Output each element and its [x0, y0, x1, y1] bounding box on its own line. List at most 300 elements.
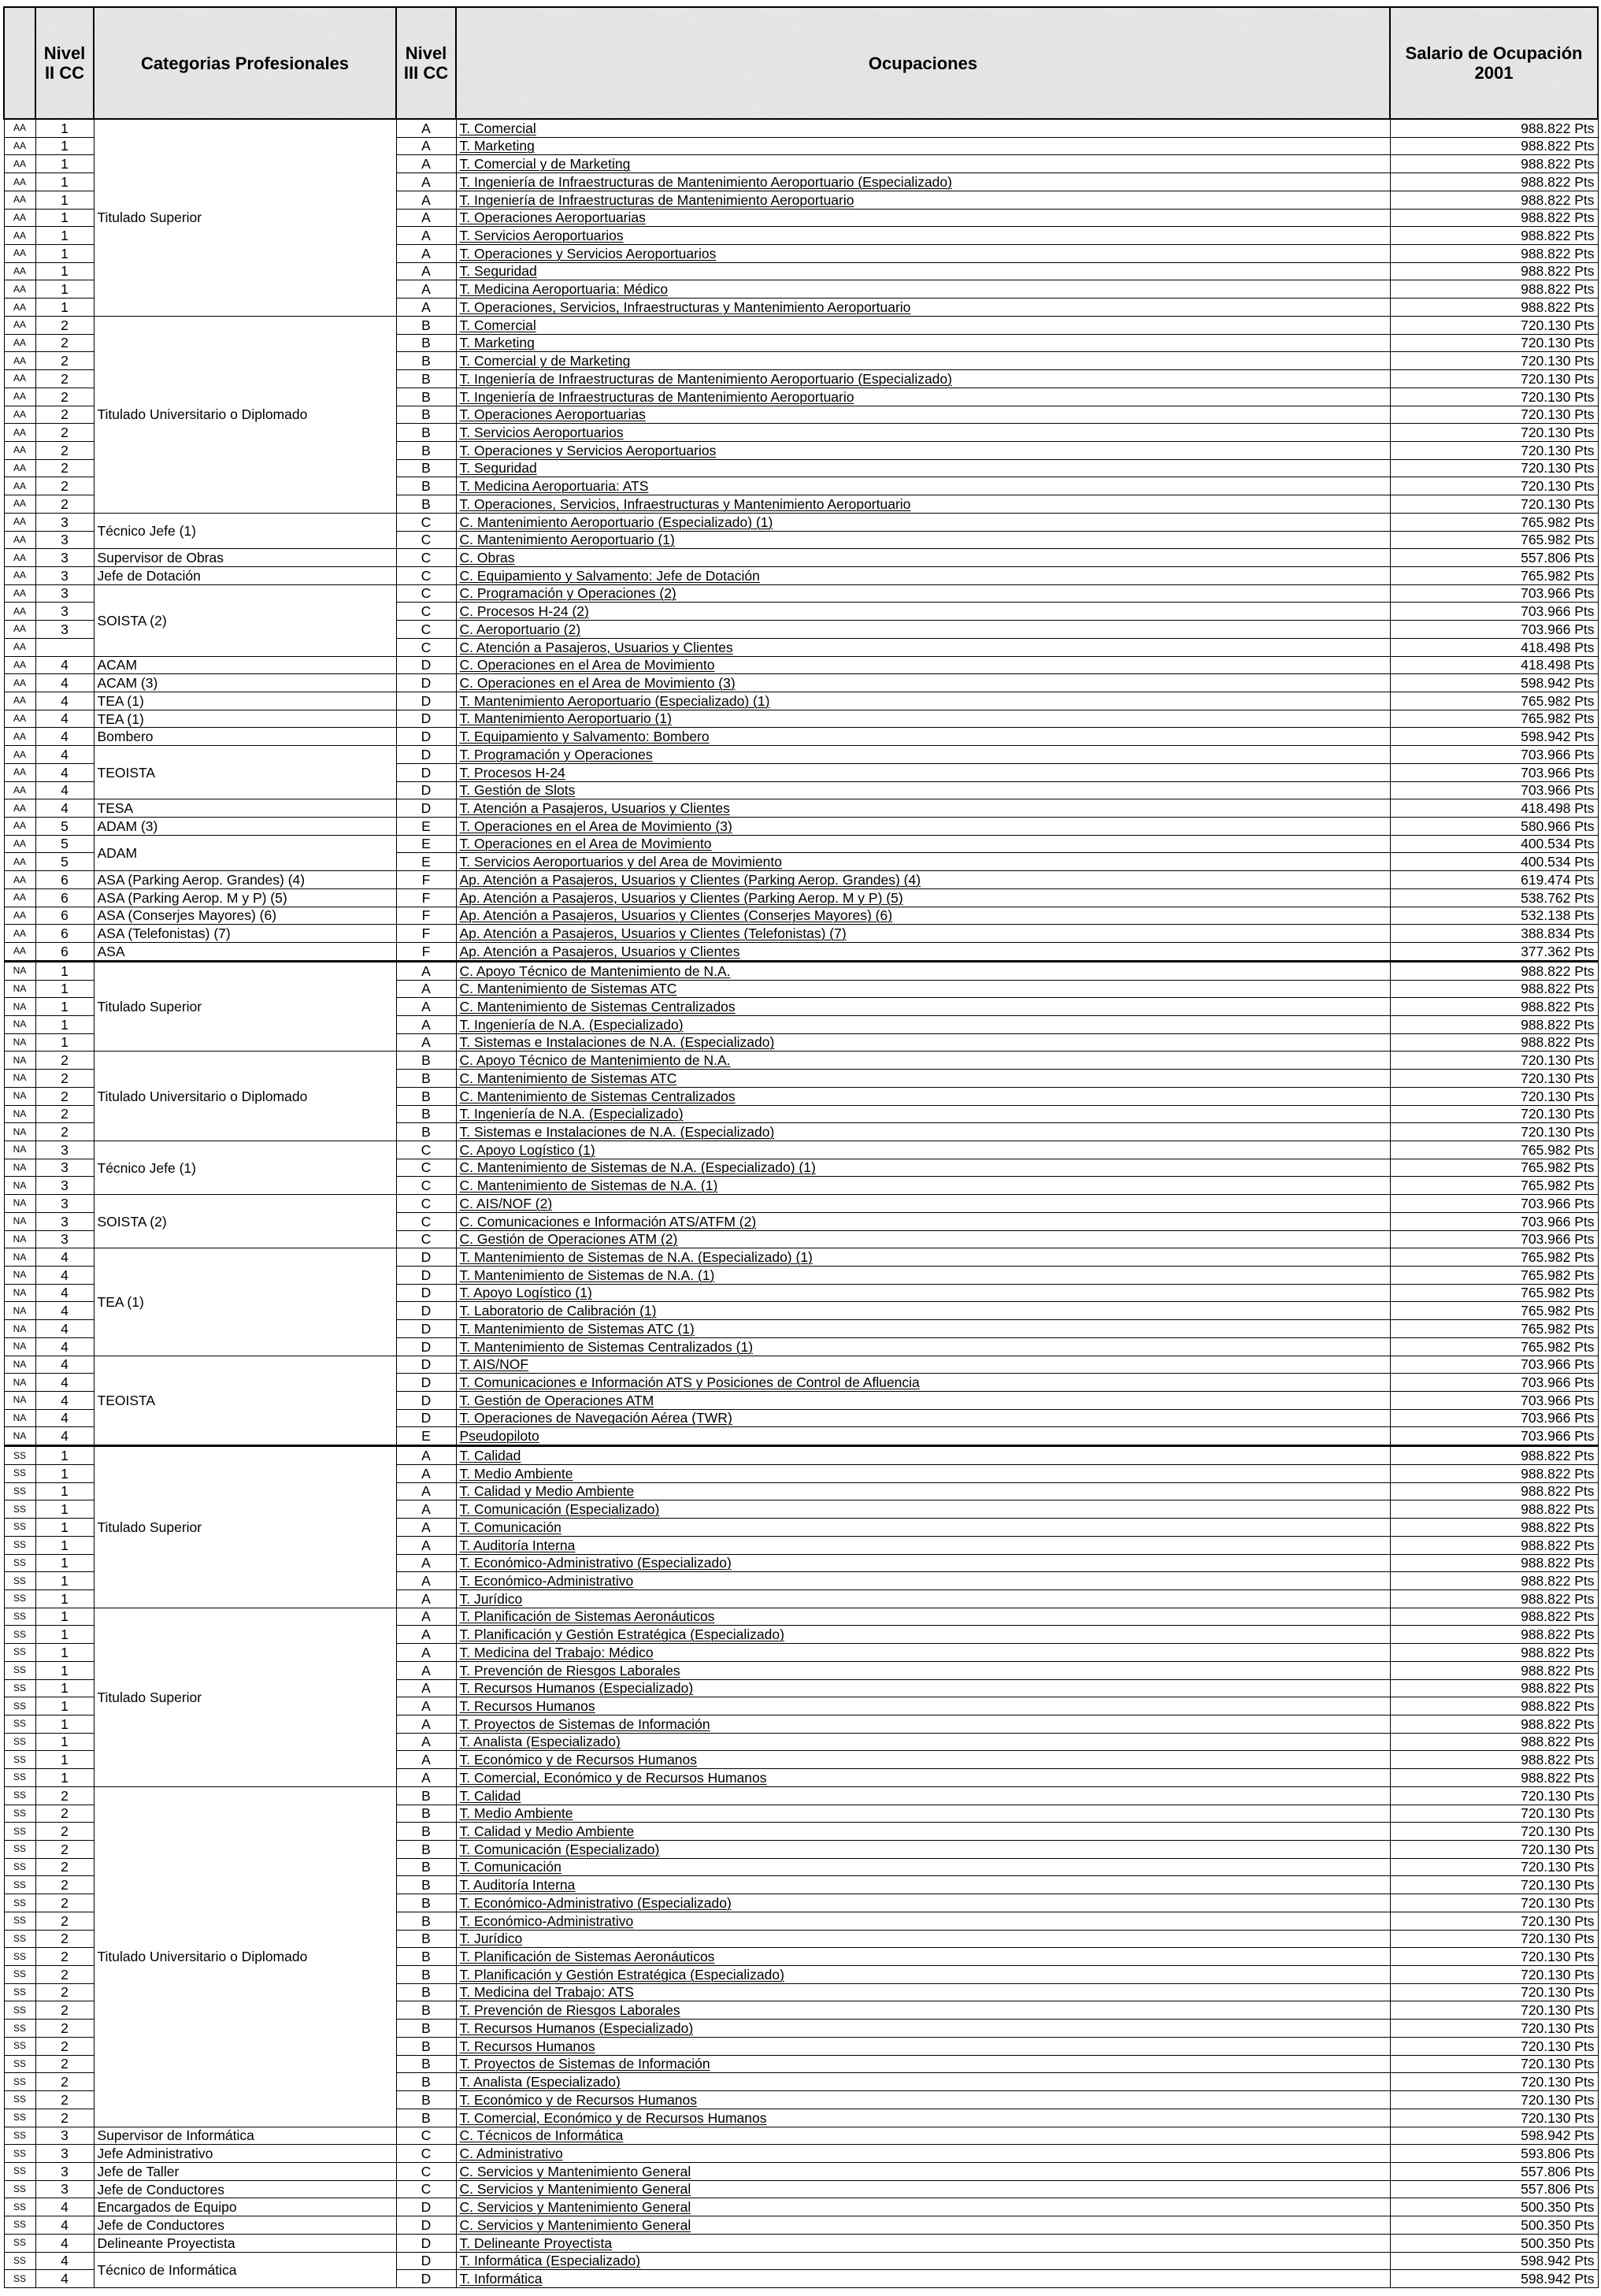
nivel-iii-cell: A: [396, 1033, 456, 1052]
salary-cell: 988.822 Pts: [1390, 1644, 1598, 1662]
nivel-iii-cell: D: [396, 2216, 456, 2235]
category-cell: ASA (Conserjes Mayores) (6): [94, 907, 396, 925]
table-row: [4, 746, 1598, 764]
nivel-iii-cell: C: [396, 621, 456, 639]
nivel-ii-cell: 4: [35, 2270, 94, 2288]
salary-cell: 988.822 Pts: [1390, 1751, 1598, 1769]
nivel-ii-cell: 1: [35, 1554, 94, 1572]
area-cell: AA: [4, 280, 35, 299]
nivel-iii-cell: D: [396, 2270, 456, 2288]
nivel-iii-cell: C: [396, 531, 456, 549]
nivel-iii-cell: A: [396, 1015, 456, 1033]
nivel-ii-cell: 6: [35, 925, 94, 943]
salary-cell: 988.822 Pts: [1390, 961, 1598, 980]
header-nivel-ii: Nivel II CC: [35, 7, 94, 119]
area-cell: AA: [4, 674, 35, 692]
nivel-ii-cell: 2: [35, 1983, 94, 2001]
occupation-cell: T. Proyectos de Sistemas de Información: [456, 2055, 1390, 2073]
area-cell: SS: [4, 2127, 35, 2145]
occupation-cell: T. Medio Ambiente: [456, 1805, 1390, 1823]
salary-cell: 988.822 Pts: [1390, 1554, 1598, 1572]
nivel-ii-cell: 1: [35, 262, 94, 280]
area-cell: SS: [4, 1626, 35, 1644]
area-cell: SS: [4, 1464, 35, 1482]
occupation-cell: T. Medicina Aeroportuaria: Médico: [456, 280, 1390, 299]
salary-cell: 598.942 Pts: [1390, 2270, 1598, 2288]
nivel-iii-cell: B: [396, 2037, 456, 2055]
table-row: [4, 835, 1598, 853]
table-row: [4, 513, 1598, 531]
table-row: [4, 2234, 1598, 2252]
nivel-ii-cell: 4: [35, 1409, 94, 1427]
category-cell: TESA: [94, 799, 396, 818]
category-cell: TEA (1): [94, 1248, 396, 1356]
nivel-ii-cell: 2: [35, 1894, 94, 1912]
nivel-iii-cell: D: [396, 746, 456, 764]
category-cell: ACAM (3): [94, 674, 396, 692]
nivel-iii-cell: A: [396, 173, 456, 191]
salary-cell: 720.130 Pts: [1390, 2109, 1598, 2127]
occupation-cell: C. Aeroportuario (2): [456, 621, 1390, 639]
area-cell: NA: [4, 1284, 35, 1302]
table-row: [4, 692, 1598, 710]
area-cell: AA: [4, 119, 35, 137]
area-cell: NA: [4, 1070, 35, 1088]
salary-cell: 720.130 Pts: [1390, 459, 1598, 477]
nivel-iii-cell: A: [396, 245, 456, 263]
salary-cell: 418.498 Pts: [1390, 638, 1598, 656]
salary-cell: 720.130 Pts: [1390, 1123, 1598, 1141]
table-row: [4, 799, 1598, 818]
table-row: [4, 728, 1598, 746]
table-body: [4, 119, 1598, 2287]
nivel-ii-cell: 1: [35, 245, 94, 263]
area-cell: AA: [4, 818, 35, 836]
header-nivel-iii: Nivel III CC: [396, 7, 456, 119]
salary-cell: 703.966 Pts: [1390, 1195, 1598, 1213]
area-cell: AA: [4, 781, 35, 799]
salary-cell: 500.350 Pts: [1390, 2234, 1598, 2252]
nivel-ii-cell: 3: [35, 2162, 94, 2180]
occupation-cell: T. Laboratorio de Calibración (1): [456, 1302, 1390, 1320]
salary-cell: 720.130 Pts: [1390, 1805, 1598, 1823]
salary-cell: 765.982 Pts: [1390, 531, 1598, 549]
salary-cell: 988.822 Pts: [1390, 1715, 1598, 1733]
nivel-iii-cell: C: [396, 1177, 456, 1195]
occupation-cell: C. Equipamiento y Salvamento: Jefe de Dotación: [456, 566, 1390, 584]
salary-cell: 988.822 Pts: [1390, 280, 1598, 299]
occupation-cell: C. Mantenimiento de Sistemas ATC: [456, 980, 1390, 998]
salary-cell: 500.350 Pts: [1390, 2216, 1598, 2235]
salary-cell: 988.822 Pts: [1390, 209, 1598, 227]
nivel-ii-cell: 2: [35, 388, 94, 406]
salary-cell: 703.966 Pts: [1390, 1212, 1598, 1230]
area-cell: NA: [4, 1033, 35, 1052]
occupation-cell: T. Operaciones y Servicios Aeroportuarios: [456, 245, 1390, 263]
area-cell: AA: [4, 835, 35, 853]
nivel-ii-cell: 1: [35, 1608, 94, 1626]
salary-cell: 988.822 Pts: [1390, 119, 1598, 137]
salary-cell: 988.822 Pts: [1390, 1519, 1598, 1537]
nivel-iii-cell: D: [396, 1248, 456, 1267]
salary-cell: 720.130 Pts: [1390, 1841, 1598, 1859]
area-cell: AA: [4, 137, 35, 155]
area-cell: AA: [4, 334, 35, 352]
occupation-cell: T. Comunicación (Especializado): [456, 1841, 1390, 1859]
nivel-ii-cell: 1: [35, 1446, 94, 1465]
header-ocupaciones: Ocupaciones: [456, 7, 1390, 119]
area-cell: AA: [4, 477, 35, 495]
area-cell: SS: [4, 1482, 35, 1500]
nivel-iii-cell: D: [396, 1320, 456, 1338]
nivel-ii-cell: 1: [35, 1015, 94, 1033]
nivel-ii-cell: 2: [35, 1070, 94, 1088]
nivel-ii-cell: 3: [35, 566, 94, 584]
area-cell: AA: [4, 871, 35, 889]
category-cell: ASA: [94, 943, 396, 962]
area-cell: AA: [4, 853, 35, 871]
area-cell: AA: [4, 227, 35, 245]
salary-cell: 720.130 Pts: [1390, 1070, 1598, 1088]
nivel-iii-cell: D: [396, 1374, 456, 1392]
area-cell: AA: [4, 710, 35, 728]
area-cell: AA: [4, 316, 35, 334]
nivel-iii-cell: E: [396, 835, 456, 853]
category-cell: ADAM (3): [94, 818, 396, 836]
salary-cell: 720.130 Pts: [1390, 388, 1598, 406]
salary-cell: 720.130 Pts: [1390, 2001, 1598, 2020]
category-cell: Titulado Superior: [94, 1608, 396, 1786]
table-row: [4, 1786, 1598, 1805]
salary-cell: 765.982 Pts: [1390, 1248, 1598, 1267]
occupation-cell: T. Ingeniería de Infraestructuras de Mantenimiento Aeroportuario: [456, 191, 1390, 209]
salary-cell: 720.130 Pts: [1390, 370, 1598, 388]
nivel-ii-cell: 1: [35, 980, 94, 998]
category-cell: Jefe de Taller: [94, 2162, 396, 2180]
nivel-ii-cell: 1: [35, 280, 94, 299]
nivel-ii-cell: 2: [35, 370, 94, 388]
nivel-iii-cell: B: [396, 1070, 456, 1088]
occupation-cell: C. Comunicaciones e Información ATS/ATFM (2): [456, 1212, 1390, 1230]
nivel-ii-cell: 4: [35, 781, 94, 799]
category-cell: Jefe de Dotación: [94, 566, 396, 584]
salary-cell: 580.966 Pts: [1390, 818, 1598, 836]
nivel-iii-cell: A: [396, 137, 456, 155]
table-row: [4, 1052, 1598, 1070]
category-cell: Encargados de Equipo: [94, 2198, 396, 2216]
occupation-cell: T. Gestión de Operaciones ATM: [456, 1392, 1390, 1410]
nivel-iii-cell: D: [396, 763, 456, 781]
salary-cell: 720.130 Pts: [1390, 1105, 1598, 1123]
nivel-iii-cell: D: [396, 1409, 456, 1427]
nivel-iii-cell: B: [396, 1983, 456, 2001]
salary-cell: 720.130 Pts: [1390, 2055, 1598, 2073]
salary-cell: 765.982 Pts: [1390, 1284, 1598, 1302]
nivel-ii-cell: 1: [35, 1733, 94, 1751]
occupation-cell: T. Comercial: [456, 316, 1390, 334]
occupation-cell: T. Auditoría Interna: [456, 1876, 1390, 1894]
salary-cell: 988.822 Pts: [1390, 1679, 1598, 1697]
nivel-iii-cell: D: [396, 2234, 456, 2252]
nivel-ii-cell: 6: [35, 907, 94, 925]
nivel-iii-cell: C: [396, 603, 456, 621]
occupation-cell: C. Apoyo Técnico de Mantenimiento de N.A.: [456, 1052, 1390, 1070]
nivel-iii-cell: B: [396, 441, 456, 459]
table-row: [4, 1195, 1598, 1213]
occupation-cell: C. Técnicos de Informática: [456, 2127, 1390, 2145]
occupation-cell: T. Calidad y Medio Ambiente: [456, 1482, 1390, 1500]
area-cell: NA: [4, 980, 35, 998]
nivel-ii-cell: 4: [35, 1284, 94, 1302]
occupation-cell: C. Programación y Operaciones (2): [456, 584, 1390, 603]
nivel-iii-cell: E: [396, 1427, 456, 1446]
salary-cell: 988.822 Pts: [1390, 191, 1598, 209]
occupation-cell: T. Económico-Administrativo: [456, 1912, 1390, 1930]
area-cell: SS: [4, 1983, 35, 2001]
nivel-ii-cell: 4: [35, 728, 94, 746]
area-cell: SS: [4, 1930, 35, 1948]
nivel-iii-cell: C: [396, 566, 456, 584]
nivel-ii-cell: 4: [35, 1267, 94, 1285]
salary-cell: 988.822 Pts: [1390, 1464, 1598, 1482]
salary-cell: 765.982 Pts: [1390, 566, 1598, 584]
occupation-cell: T. Seguridad: [456, 262, 1390, 280]
area-cell: SS: [4, 1536, 35, 1554]
nivel-iii-cell: C: [396, 1159, 456, 1177]
nivel-iii-cell: B: [396, 459, 456, 477]
nivel-ii-cell: 1: [35, 1572, 94, 1590]
occupation-cell: T. Comunicaciones e Información ATS y Posiciones de Control de Afluencia: [456, 1374, 1390, 1392]
occupation-cell: C. Mantenimiento de Sistemas Centralizados: [456, 998, 1390, 1016]
category-cell: Bombero: [94, 728, 396, 746]
salary-cell: 988.822 Pts: [1390, 1572, 1598, 1590]
area-cell: SS: [4, 2001, 35, 2020]
area-cell: AA: [4, 388, 35, 406]
salary-cell: 988.822 Pts: [1390, 980, 1598, 998]
occupation-cell: T. Ingeniería de Infraestructuras de Mantenimiento Aeroportuario (Especializado): [456, 173, 1390, 191]
category-cell: Titulado Universitario o Diplomado: [94, 1786, 396, 2127]
area-cell: AA: [4, 603, 35, 621]
occupation-cell: Ap. Atención a Pasajeros, Usuarios y Clientes: [456, 943, 1390, 962]
nivel-iii-cell: B: [396, 2020, 456, 2038]
salary-cell: 593.806 Pts: [1390, 2145, 1598, 2163]
area-cell: NA: [4, 1141, 35, 1159]
salary-cell: 598.942 Pts: [1390, 2252, 1598, 2270]
salary-cell: 703.966 Pts: [1390, 746, 1598, 764]
occupation-cell: T. Proyectos de Sistemas de Información: [456, 1715, 1390, 1733]
nivel-ii-cell: 1: [35, 1536, 94, 1554]
occupation-cell: T. Económico-Administrativo (Especializado): [456, 1894, 1390, 1912]
nivel-ii-cell: 2: [35, 1123, 94, 1141]
nivel-ii-cell: 5: [35, 818, 94, 836]
area-cell: AA: [4, 746, 35, 764]
category-cell: Titulado Universitario o Diplomado: [94, 316, 396, 513]
nivel-iii-cell: B: [396, 1786, 456, 1805]
occupation-cell: T. Comunicación: [456, 1858, 1390, 1876]
nivel-ii-cell: 6: [35, 888, 94, 907]
area-cell: SS: [4, 2270, 35, 2288]
occupation-cell: T. Comercial, Económico y de Recursos Humanos: [456, 2109, 1390, 2127]
salary-cell: 500.350 Pts: [1390, 2198, 1598, 2216]
area-cell: AA: [4, 513, 35, 531]
nivel-iii-cell: C: [396, 2145, 456, 2163]
area-cell: AA: [4, 155, 35, 173]
occupation-cell: T. Operaciones de Navegación Aérea (TWR): [456, 1409, 1390, 1427]
salary-cell: 988.822 Pts: [1390, 1589, 1598, 1608]
nivel-iii-cell: B: [396, 477, 456, 495]
nivel-iii-cell: B: [396, 424, 456, 442]
category-cell: TEA (1): [94, 692, 396, 710]
nivel-iii-cell: B: [396, 2109, 456, 2127]
nivel-iii-cell: B: [396, 1841, 456, 1859]
occupation-cell: T. Comercial y de Marketing: [456, 155, 1390, 173]
nivel-ii-cell: 4: [35, 674, 94, 692]
area-cell: SS: [4, 2020, 35, 2038]
table-row: [4, 584, 1598, 603]
occupation-cell: C. Mantenimiento de Sistemas de N.A. (1): [456, 1177, 1390, 1195]
salary-cell: 703.966 Pts: [1390, 621, 1598, 639]
occupation-cell: T. Operaciones y Servicios Aeroportuarios: [456, 441, 1390, 459]
occupation-cell: T. Mantenimiento de Sistemas de N.A. (Especializado) (1): [456, 1248, 1390, 1267]
occupation-cell: T. Planificación de Sistemas Aeronáuticos: [456, 1948, 1390, 1966]
nivel-ii-cell: 3: [35, 531, 94, 549]
salary-cell: 720.130 Pts: [1390, 2073, 1598, 2091]
occupation-cell: C. Mantenimiento de Sistemas Centralizados: [456, 1087, 1390, 1105]
nivel-ii-cell: 2: [35, 316, 94, 334]
salary-cell: 538.762 Pts: [1390, 888, 1598, 907]
salary-cell: 598.942 Pts: [1390, 728, 1598, 746]
nivel-ii-cell: 1: [35, 1679, 94, 1697]
salary-cell: 619.474 Pts: [1390, 871, 1598, 889]
nivel-iii-cell: D: [396, 1356, 456, 1374]
salary-cell: 720.130 Pts: [1390, 1894, 1598, 1912]
nivel-iii-cell: B: [396, 2091, 456, 2109]
area-cell: SS: [4, 2109, 35, 2127]
occupation-cell: T. Marketing: [456, 137, 1390, 155]
category-cell: ACAM: [94, 656, 396, 674]
nivel-iii-cell: D: [396, 799, 456, 818]
table-row: [4, 2180, 1598, 2198]
occupation-cell: T. Operaciones, Servicios, Infraestructuras y Mantenimiento Aeroportuario: [456, 299, 1390, 317]
area-cell: AA: [4, 799, 35, 818]
salary-cell: 720.130 Pts: [1390, 424, 1598, 442]
nivel-iii-cell: B: [396, 1948, 456, 1966]
nivel-ii-cell: 1: [35, 961, 94, 980]
nivel-ii-cell: 3: [35, 1230, 94, 1248]
nivel-ii-cell: 1: [35, 1769, 94, 1787]
area-cell: AA: [4, 692, 35, 710]
area-cell: AA: [4, 406, 35, 424]
nivel-ii-cell: 2: [35, 1948, 94, 1966]
nivel-ii-cell: 2: [35, 1858, 94, 1876]
occupation-cell: C. Administrativo: [456, 2145, 1390, 2163]
nivel-ii-cell: 1: [35, 227, 94, 245]
nivel-iii-cell: C: [396, 549, 456, 567]
category-cell: TEOISTA: [94, 1356, 396, 1446]
salary-cell: 988.822 Pts: [1390, 1482, 1598, 1500]
area-cell: SS: [4, 2145, 35, 2163]
salary-cell: 988.822 Pts: [1390, 1769, 1598, 1787]
area-cell: NA: [4, 1015, 35, 1033]
nivel-iii-cell: F: [396, 925, 456, 943]
occupation-cell: C. Obras: [456, 549, 1390, 567]
area-cell: SS: [4, 2037, 35, 2055]
nivel-iii-cell: A: [396, 1751, 456, 1769]
nivel-iii-cell: B: [396, 495, 456, 514]
area-cell: AA: [4, 441, 35, 459]
occupation-cell: C. Operaciones en el Area de Movimiento (3): [456, 674, 1390, 692]
occupation-cell: T. Recursos Humanos (Especializado): [456, 2020, 1390, 2038]
nivel-ii-cell: 2: [35, 352, 94, 370]
nivel-iii-cell: B: [396, 1123, 456, 1141]
salary-cell: 988.822 Pts: [1390, 1446, 1598, 1465]
salary-cell: 765.982 Pts: [1390, 1337, 1598, 1356]
table-row: [4, 2198, 1598, 2216]
salary-cell: 988.822 Pts: [1390, 227, 1598, 245]
salary-cell: 598.942 Pts: [1390, 674, 1598, 692]
nivel-ii-cell: 1: [35, 173, 94, 191]
nivel-ii-cell: 6: [35, 943, 94, 962]
salary-cell: 400.534 Pts: [1390, 853, 1598, 871]
area-cell: AA: [4, 925, 35, 943]
nivel-ii-cell: 1: [35, 1033, 94, 1052]
occupation-cell: C. Mantenimiento Aeroportuario (Especializado) (1): [456, 513, 1390, 531]
nivel-ii-cell: 2: [35, 1052, 94, 1070]
nivel-iii-cell: B: [396, 370, 456, 388]
area-cell: SS: [4, 1876, 35, 1894]
nivel-iii-cell: A: [396, 155, 456, 173]
salary-cell: 720.130 Pts: [1390, 2091, 1598, 2109]
area-cell: NA: [4, 1427, 35, 1446]
salary-cell: 703.966 Pts: [1390, 1392, 1598, 1410]
area-cell: SS: [4, 1661, 35, 1679]
category-cell: SOISTA (2): [94, 584, 396, 656]
occupation-cell: T. Auditoría Interna: [456, 1536, 1390, 1554]
occupation-cell: C. Operaciones en el Area de Movimiento: [456, 656, 1390, 674]
salary-cell: 765.982 Pts: [1390, 1141, 1598, 1159]
nivel-iii-cell: A: [396, 209, 456, 227]
occupation-cell: T. Gestión de Slots: [456, 781, 1390, 799]
occupations-table: [3, 6, 1599, 2288]
salary-cell: 598.942 Pts: [1390, 2127, 1598, 2145]
nivel-iii-cell: A: [396, 1446, 456, 1465]
category-cell: Jefe Administrativo: [94, 2145, 396, 2163]
nivel-ii-cell: 4: [35, 2252, 94, 2270]
nivel-iii-cell: A: [396, 961, 456, 980]
occupation-cell: T. Comercial y de Marketing: [456, 352, 1390, 370]
area-cell: AA: [4, 763, 35, 781]
nivel-ii-cell: 4: [35, 1337, 94, 1356]
area-cell: NA: [4, 1392, 35, 1410]
nivel-ii-cell: 3: [35, 1177, 94, 1195]
area-cell: SS: [4, 1572, 35, 1590]
area-cell: NA: [4, 1374, 35, 1392]
nivel-iii-cell: B: [396, 334, 456, 352]
area-cell: SS: [4, 1697, 35, 1716]
salary-cell: 988.822 Pts: [1390, 998, 1598, 1016]
nivel-iii-cell: D: [396, 781, 456, 799]
nivel-ii-cell: 1: [35, 155, 94, 173]
area-cell: SS: [4, 1644, 35, 1662]
area-cell: AA: [4, 549, 35, 567]
nivel-ii-cell: 2: [35, 2055, 94, 2073]
salary-cell: 703.966 Pts: [1390, 584, 1598, 603]
category-cell: ASA (Parking Aerop. Grandes) (4): [94, 871, 396, 889]
occupation-cell: T. Ingeniería de Infraestructuras de Mantenimiento Aeroportuario: [456, 388, 1390, 406]
area-cell: AA: [4, 191, 35, 209]
area-cell: NA: [4, 1123, 35, 1141]
occupation-cell: T. Seguridad: [456, 459, 1390, 477]
